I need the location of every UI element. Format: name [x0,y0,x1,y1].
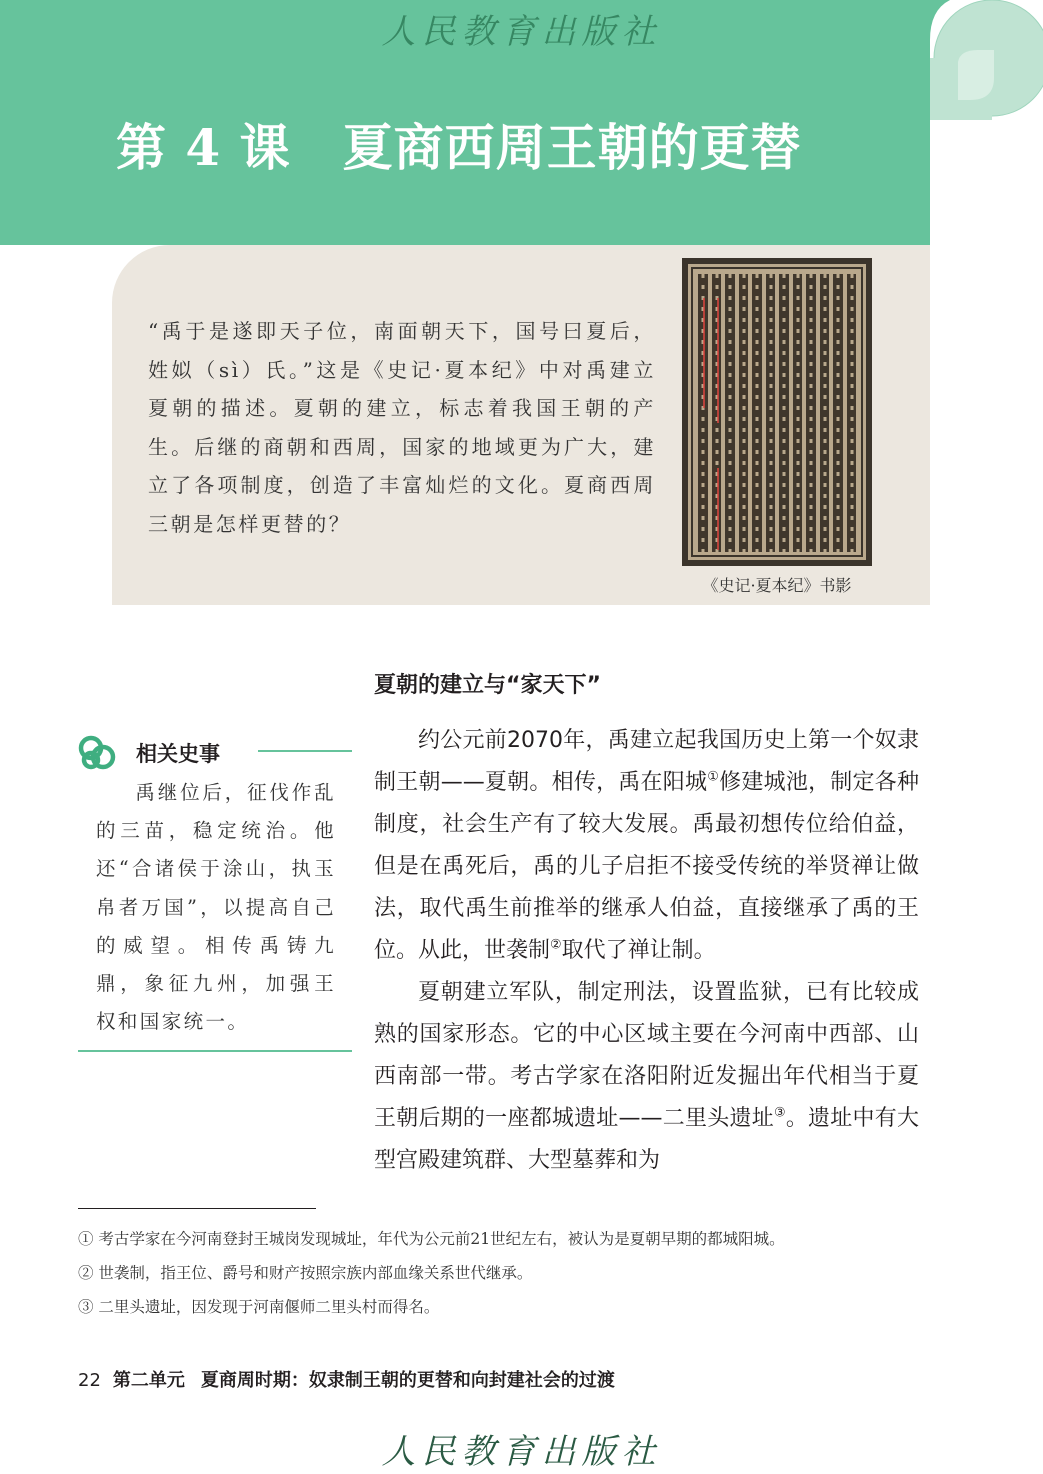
lesson-name: 夏商西周王朝的更替 [342,118,802,177]
page-footer [78,1366,615,1392]
page-number: 22 [78,1370,101,1391]
sidebar-body: 禹继位后，征伐作乱的三苗，稳定统治。他还“合诸侯于涂山，执玉帛者万国”，以提高自己的威望。相传禹铸九鼎，象征九州，加强王权和国家统一。 [96,781,336,1034]
main-text [374,720,919,1182]
paragraph-1: 约公元前2070年，禹建立起我国历史上第一个奴隶制王朝——夏朝。相传，禹在阳城①修建城池，制定各种制度，社会生产有了较大发展。禹最初想传位给伯益，但是在禹死后，禹的儿子启拒不接受传统的举贤禅让做法，取代禹生前推举的继承人伯益，直接继承了禹的王位。从此，世袭制②取代了禅让制。 [374,728,919,963]
footnote-3: ③ 二里头遗址，因发现于河南偃师二里头村而得名。 [78,1298,440,1316]
unit-title: 夏商周时期：奴隶制王朝的更替和向封建社会的过渡 [200,1370,615,1391]
lesson-number: 第 4 课 [116,118,291,177]
book-image-caption: 《史记·夏本纪》书影 [702,576,852,595]
footnote-mark-2: ② [550,937,562,953]
footnote-1: ① 考古学家在今河南登封王城岗发现城址，年代为公元前21世纪左右，被认为是夏朝早期的都城阳城。 [78,1230,785,1248]
sidebar-rule-bottom [78,1050,352,1052]
sidebar-title: 相关史事 [136,742,220,766]
related-history-icon [78,735,116,771]
footnote-2: ② 世袭制，指王位、爵号和财产按照宗族内部血缘关系世代继承。 [78,1264,533,1282]
footnotes [78,1222,958,1324]
section-title: 夏朝的建立与“家天下” [374,673,601,698]
lesson-title [116,108,802,180]
publisher-logo-top: 人民教育出版社 [381,12,662,52]
paragraph-2: 夏朝建立军队，制定刑法，设置监狱，已有比较成熟的国家形态。它的中心区域主要在今河南中西部、山西南部一带。考古学家在洛阳附近发掘出年代相当于夏王朝后期的一座都城遗址——二里头遗址③。遗址中有大型宫殿建筑群、大型墓葬和为 [374,980,919,1173]
unit-label: 第二单元 [112,1370,185,1391]
footnote-rule [78,1208,316,1209]
intro-text: “禹于是遂即天子位，南面朝天下，国号曰夏后，姓姒（sì）氏。”这是《史记·夏本纪》中对禹建立夏朝的描述。夏朝的建立，标志着我国王朝的产生。后继的商朝和西周，国家的地域更为广大，建立了各项制度，创造了丰富灿烂的文化。夏商西周三朝是怎样更替的？ [148,319,656,536]
sidebar-text [96,774,336,1041]
footnote-mark-3: ③ [773,1105,786,1121]
publisher-logo-bottom: 人民教育出版社 [381,1432,662,1472]
shiji-book-image [682,258,872,566]
sidebar-rule-top [258,750,352,752]
footnote-mark-1: ① [707,769,720,785]
